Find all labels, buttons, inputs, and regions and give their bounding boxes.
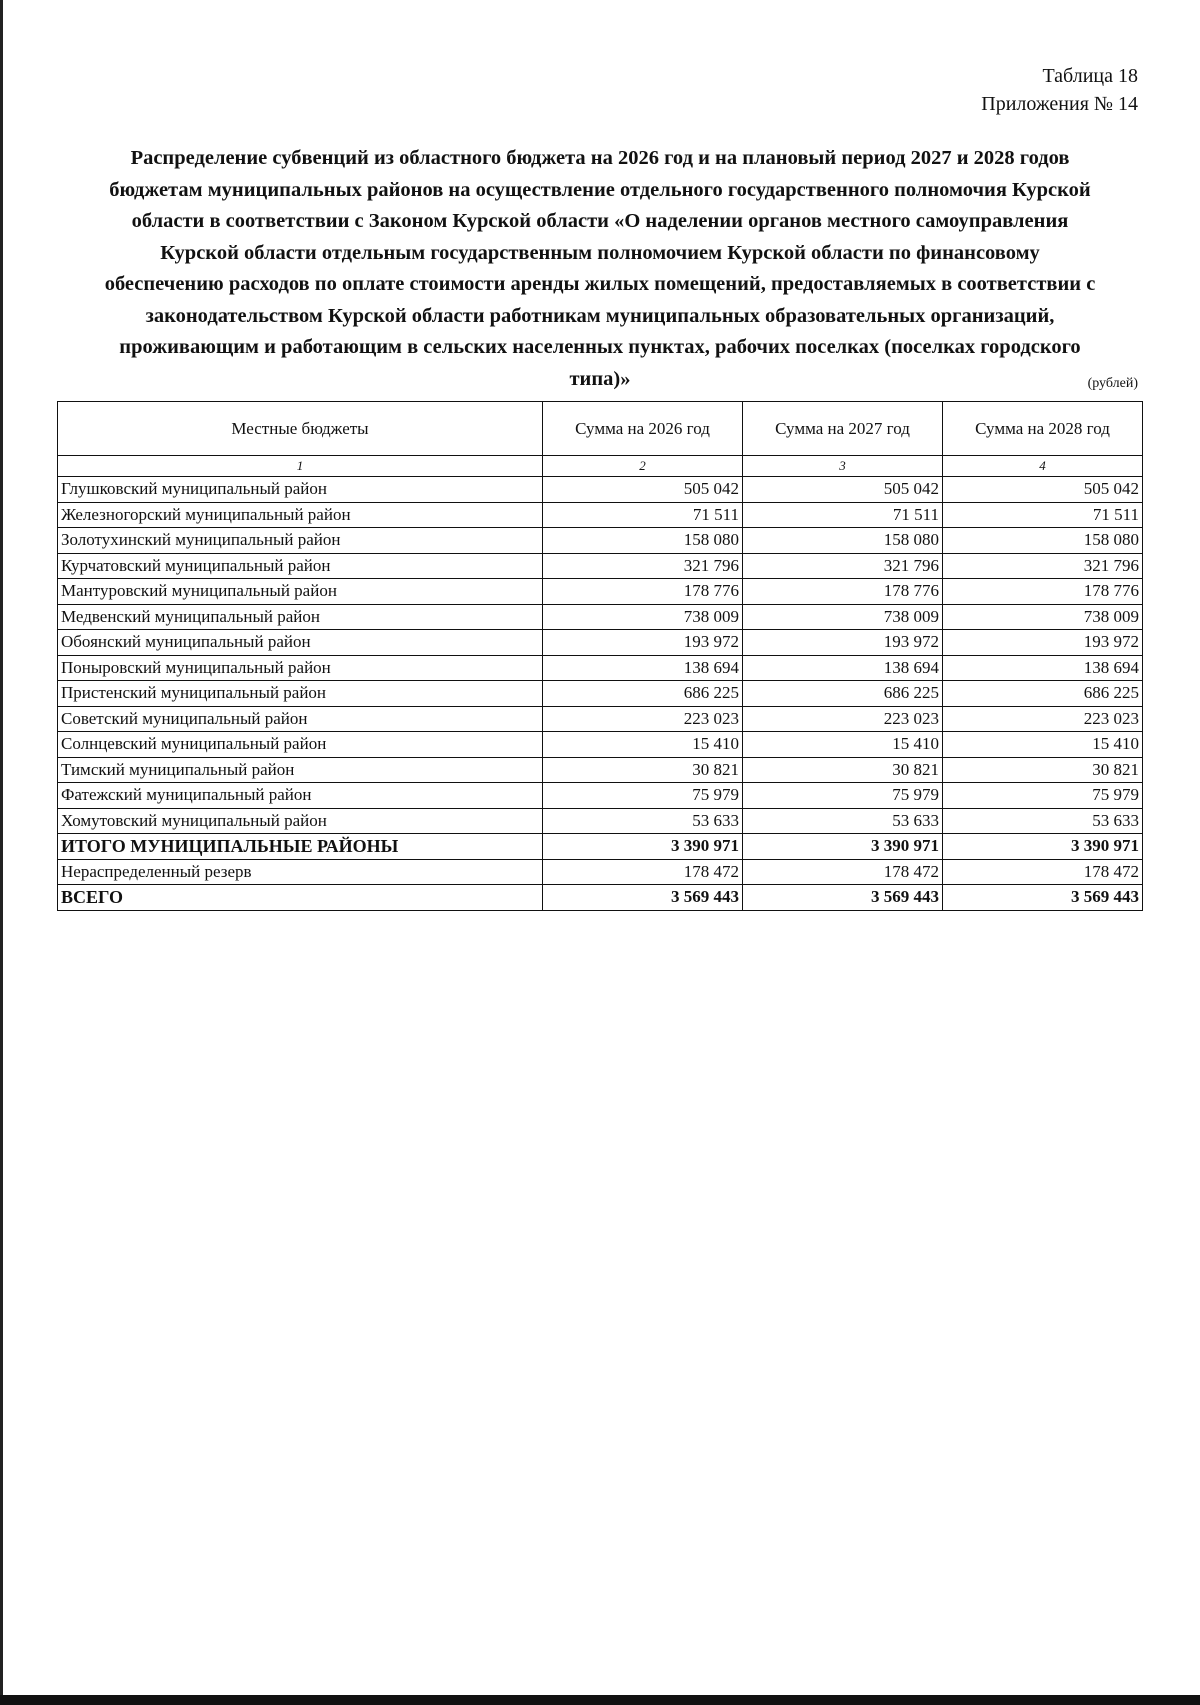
- table-row: [58, 630, 1143, 656]
- reserve-label: Нераспределенный резерв: [58, 859, 543, 885]
- table-row: [58, 706, 1143, 732]
- amount-2028: 71 511: [943, 502, 1143, 528]
- amount-2028: 158 080: [943, 528, 1143, 554]
- title-line: области в соответствии с Законом Курской области «О наделении органов местного самоуправления: [131, 210, 1069, 232]
- district-name: Мантуровский муниципальный район: [58, 579, 543, 605]
- subtotal-2027: 3 390 971: [743, 834, 943, 860]
- column-number: 3: [743, 456, 943, 477]
- amount-2028: 738 009: [943, 604, 1143, 630]
- reserve-2027: 178 472: [743, 859, 943, 885]
- amount-2028: 321 796: [943, 553, 1143, 579]
- district-name: Золотухинский муниципальный район: [58, 528, 543, 554]
- table-row: [58, 528, 1143, 554]
- district-name: Тимский муниципальный район: [58, 757, 543, 783]
- district-name: Курчатовский муниципальный район: [58, 553, 543, 579]
- amount-2028: 138 694: [943, 655, 1143, 681]
- amount-2026: 686 225: [543, 681, 743, 707]
- column-header-budgets: Местные бюджеты: [58, 402, 543, 456]
- title-line: Распределение субвенций из областного бюджета на 2026 год и на плановый период 2027 и 2028 годов: [130, 147, 1070, 169]
- table-label: Таблица 18: [1042, 65, 1138, 87]
- total-label: ВСЕГО: [58, 885, 543, 911]
- table-row: [58, 681, 1143, 707]
- subtotal-label: ИТОГО МУНИЦИПАЛЬНЫЕ РАЙОНЫ: [58, 834, 543, 860]
- amount-2028: 75 979: [943, 783, 1143, 809]
- amount-2027: 138 694: [743, 655, 943, 681]
- district-name: Глушковский муниципальный район: [58, 477, 543, 503]
- column-number-row: [58, 456, 1143, 477]
- amount-2027: 75 979: [743, 783, 943, 809]
- units-label: (рублей): [1087, 376, 1138, 391]
- amount-2028: 178 776: [943, 579, 1143, 605]
- amount-2027: 53 633: [743, 808, 943, 834]
- amount-2027: 223 023: [743, 706, 943, 732]
- amount-2026: 75 979: [543, 783, 743, 809]
- title-line: бюджетам муниципальных районов на осуществление отдельного государственного полномочия Курской: [109, 178, 1091, 201]
- title-line: проживающим и работающим в сельских населенных пунктах, рабочих поселках (поселках городского: [119, 336, 1081, 358]
- amount-2028: 53 633: [943, 808, 1143, 834]
- table-row: [58, 477, 1143, 503]
- reserve-2026: 178 472: [543, 859, 743, 885]
- district-name: Пристенский муниципальный район: [58, 681, 543, 707]
- amount-2028: 30 821: [943, 757, 1143, 783]
- amount-2027: 738 009: [743, 604, 943, 630]
- table-row: [58, 783, 1143, 809]
- district-name: Медвенский муниципальный район: [58, 604, 543, 630]
- amount-2027: 158 080: [743, 528, 943, 554]
- scan-edge-left: [0, 0, 3, 1705]
- district-name: Железногорский муниципальный район: [58, 502, 543, 528]
- district-name: Хомутовский муниципальный район: [58, 808, 543, 834]
- amount-2028: 193 972: [943, 630, 1143, 656]
- budget-table: [57, 401, 1143, 911]
- column-header-2027: Сумма на 2027 год: [743, 402, 943, 456]
- amount-2026: 505 042: [543, 477, 743, 503]
- total-2027: 3 569 443: [743, 885, 943, 911]
- table-row: [58, 757, 1143, 783]
- table-row: [58, 579, 1143, 605]
- table-header-row: [58, 402, 1143, 456]
- amount-2028: 15 410: [943, 732, 1143, 758]
- table-row: [58, 553, 1143, 579]
- amount-2027: 30 821: [743, 757, 943, 783]
- title-line: обеспечению расходов по оплате стоимости аренды жилых помещений, предоставляемых в соответствии с: [104, 273, 1096, 295]
- appendix-label: Приложения № 14: [981, 93, 1138, 115]
- document-header: [981, 62, 1138, 118]
- amount-2027: 193 972: [743, 630, 943, 656]
- amount-2027: 505 042: [743, 477, 943, 503]
- reserve-2028: 178 472: [943, 859, 1143, 885]
- total-row: [58, 885, 1143, 911]
- total-2026: 3 569 443: [543, 885, 743, 911]
- amount-2026: 223 023: [543, 706, 743, 732]
- subtotal-2028: 3 390 971: [943, 834, 1143, 860]
- amount-2026: 30 821: [543, 757, 743, 783]
- title-line: Курской области отдельным государственным полномочием Курской области по финансовому: [160, 241, 1040, 264]
- table-row: [58, 655, 1143, 681]
- amount-2027: 178 776: [743, 579, 943, 605]
- district-name: Фатежский муниципальный район: [58, 783, 543, 809]
- column-number: 4: [943, 456, 1143, 477]
- scan-edge-bottom: [0, 1695, 1200, 1705]
- table-row: [58, 604, 1143, 630]
- subtotal-row: [58, 834, 1143, 860]
- subtotal-2026: 3 390 971: [543, 834, 743, 860]
- column-number: 2: [543, 456, 743, 477]
- column-header-2026: Сумма на 2026 год: [543, 402, 743, 456]
- document-title: [60, 143, 1140, 395]
- amount-2026: 53 633: [543, 808, 743, 834]
- reserve-row: [58, 859, 1143, 885]
- district-name: Советский муниципальный район: [58, 706, 543, 732]
- amount-2026: 158 080: [543, 528, 743, 554]
- amount-2026: 738 009: [543, 604, 743, 630]
- amount-2027: 321 796: [743, 553, 943, 579]
- total-2028: 3 569 443: [943, 885, 1143, 911]
- amount-2028: 686 225: [943, 681, 1143, 707]
- amount-2026: 71 511: [543, 502, 743, 528]
- column-header-2028: Сумма на 2028 год: [943, 402, 1143, 456]
- amount-2027: 71 511: [743, 502, 943, 528]
- district-name: Солнцевский муниципальный район: [58, 732, 543, 758]
- title-line: законодательством Курской области работникам муниципальных образовательных организаций,: [145, 304, 1055, 327]
- amount-2026: 15 410: [543, 732, 743, 758]
- amount-2026: 138 694: [543, 655, 743, 681]
- district-name: Поныровский муниципальный район: [58, 655, 543, 681]
- amount-2027: 686 225: [743, 681, 943, 707]
- column-number: 1: [58, 456, 543, 477]
- district-name: Обоянский муниципальный район: [58, 630, 543, 656]
- amount-2026: 178 776: [543, 579, 743, 605]
- amount-2027: 15 410: [743, 732, 943, 758]
- table-row: [58, 808, 1143, 834]
- amount-2026: 321 796: [543, 553, 743, 579]
- amount-2028: 505 042: [943, 477, 1143, 503]
- table-row: [58, 732, 1143, 758]
- title-line: типа)»: [569, 367, 631, 390]
- table-row: [58, 502, 1143, 528]
- amount-2026: 193 972: [543, 630, 743, 656]
- amount-2028: 223 023: [943, 706, 1143, 732]
